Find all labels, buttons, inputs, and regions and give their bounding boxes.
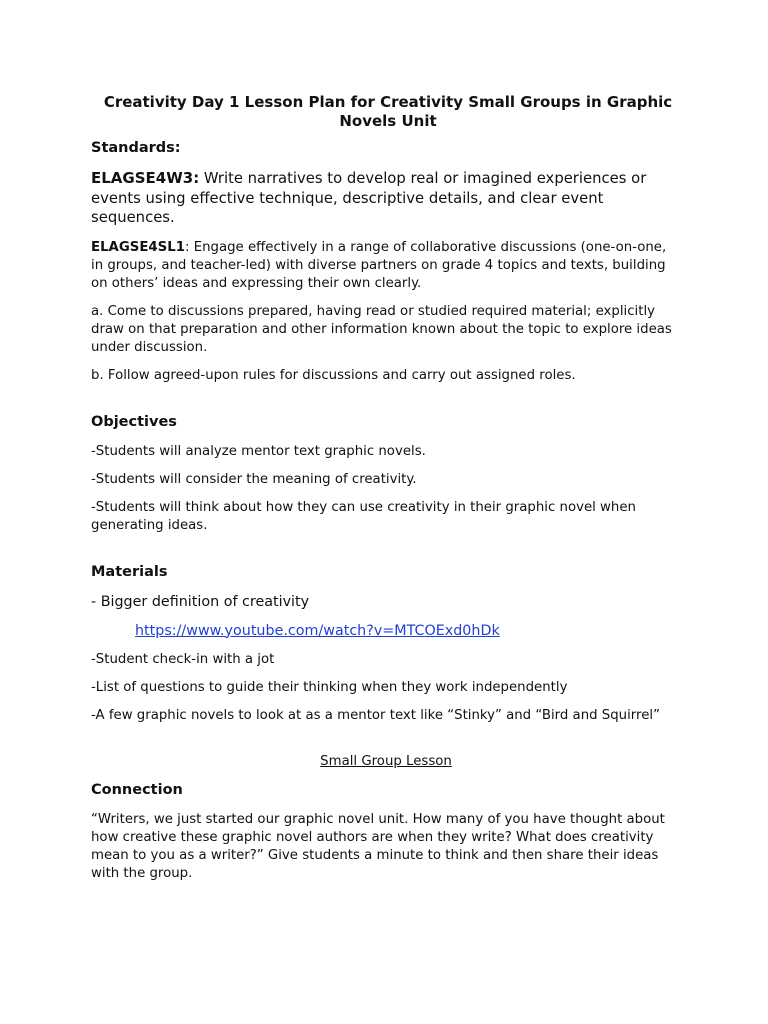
- standard-sl1: [91, 239, 681, 293]
- standard-w3-code: ELAGSE4W3:: [91, 169, 200, 187]
- connection-text: “Writers, we just started our graphic novel unit. How many of you have thought about how creative these graphic novel authors are when they write? What does creativity mean to you as a writer?” Give students a minute to think and then share their ideas with the group.: [91, 811, 665, 881]
- objective-item: -Students will think about how they can use creativity in their graphic novel when generating ideas.: [91, 499, 636, 533]
- material-item: -List of questions to guide their thinking when they work independently: [91, 679, 568, 695]
- material-item: -Student check-in with a jot: [91, 651, 275, 667]
- material-item: -A few graphic novels to look at as a mentor text like “Stinky” and “Bird and Squirrel”: [91, 707, 660, 723]
- material-item: - Bigger definition of creativity: [91, 593, 310, 610]
- objectives-heading: Objectives: [91, 413, 177, 430]
- connection-heading: Connection: [91, 781, 183, 798]
- small-group-title: Small Group Lesson: [320, 753, 452, 769]
- standard-sl1-code: ELAGSE4SL1: [91, 239, 185, 255]
- standard-sl1-text: : Engage effectively in a range of collaborative discussions (one-on-one, in groups, and teacher-led) with diverse partners on grade 4 topics and texts, building on others’ ideas and expressing their own clearly.: [91, 239, 667, 291]
- spacer: [91, 395, 681, 413]
- standard-sl1-a: a. Come to discussions prepared, having read or studied required material; explicitly draw on that preparation and other information known about the topic to explore ideas under discussion.: [91, 303, 672, 355]
- spacer: [91, 545, 681, 563]
- objective-item: -Students will consider the meaning of creativity.: [91, 471, 417, 487]
- document-title: Creativity Day 1 Lesson Plan for Creativity Small Groups in Graphic Novels Unit: [103, 93, 673, 130]
- materials-heading: Materials: [91, 563, 168, 580]
- standards-heading: Standards:: [91, 140, 181, 156]
- material-link-line: [91, 622, 681, 641]
- standard-w3: [91, 169, 681, 228]
- spacer: [91, 735, 681, 753]
- standard-sl1-b: b. Follow agreed-upon rules for discussions and carry out assigned roles.: [91, 367, 576, 383]
- document-body: [91, 93, 681, 893]
- youtube-link[interactable]: https://www.youtube.com/watch?v=MTCOExd0hDk: [135, 622, 500, 639]
- objective-item: -Students will analyze mentor text graphic novels.: [91, 443, 426, 459]
- standard-w3-text: Write narratives to develop real or imagined experiences or events using effective technique, descriptive details, and clear event sequences.: [91, 170, 647, 226]
